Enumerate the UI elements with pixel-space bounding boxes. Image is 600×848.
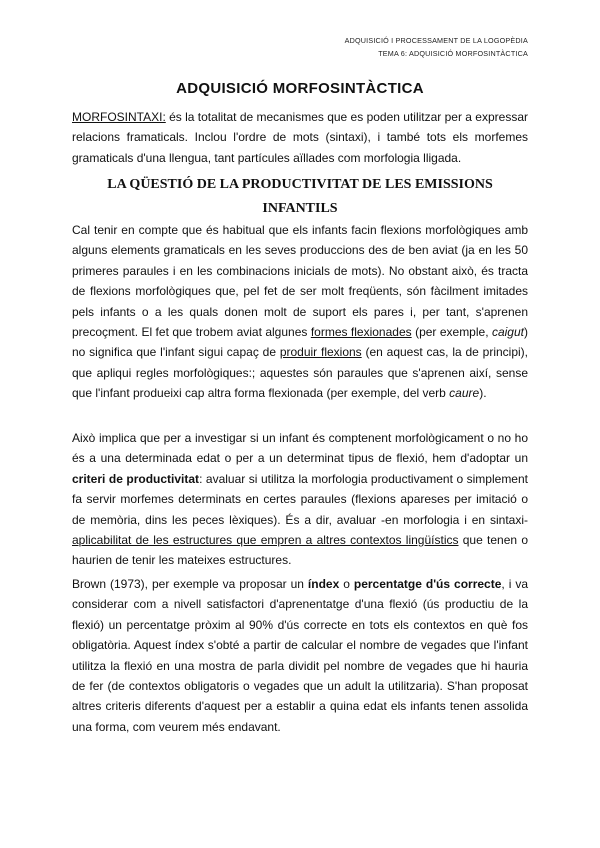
definition-text: és la totalitat de mecanismes que es poden utilitzar per a expressar relacions framaticals. Inclou l'ordre de mots (sintaxi), i també tots els morfemes gramaticals d'una llengua, tant partícules aïllades com morfologia lligada. [72,110,528,165]
running-header-course: ADQUISICIÓ I PROCESSAMENT DE LA LOGOPÈDIA [344,36,528,45]
page-title: ADQUISICIÓ MORFOSINTÀCTICA [176,80,424,97]
underlined-term: produir flexions [279,345,362,360]
text-run: ). [479,386,487,401]
text-run: , i va considerar com a nivell satisfactori d'aprenentatge d'una flexió (ús productiu de la flexió) un percentatge pròxim al 90% d'ús correcte en tots els contextos en què fos obligatòria. Aquest índex s'obté a partir de calcular el nombre de vegades que l'infant utilitza la flexió en una mostra de parla dividit pel nombre de vegades que hi hauria de fer (de contextos obligatoris o vegades que un adult la utilitzaria). S'han proposat altres criteris diferents d'aquest per a establir a quina edat els infants tenen assolida una forma, com veurem més endavant. [72,577,529,734]
paragraph-brown-index [72,574,528,737]
text-run: o [339,577,354,591]
running-header-topic: TEMA 6: ADQUISICIÓ MORFOSINTÀCTICA [378,49,528,58]
bold-term: índex [307,577,340,591]
italic-example: caigut [491,325,524,340]
paragraph-early-flexions [72,220,528,404]
italic-example: caure [449,386,480,401]
text-run: Això implica que per a investigar si un infant és comptenent morfològicament o no ho és a una determinada edat o per a un determinat tipus de flexió, hem d'adoptar un [72,431,528,466]
paragraph-productivity-criterion [72,428,528,571]
text-run: Cal tenir en compte que és habitual que els infants facin flexions morfològiques amb alguns elements gramaticals en les seves produccions des de ben aviat (ja en les 50 primeres paraules i en les combinacions inicials de mots). No obstant això, és tracta de flexions morfològiques que, pel fet de ser molt freqüents, són fàcilment imitades pels infants o a les quals donen molt de suport els pares i, per tant, s'aprenen precoçment. El fet que trobem aviat algunes [72,223,528,340]
underlined-term: formes flexionades [310,325,412,340]
text-run: Brown (1973), per exemple va proposar un [72,577,308,591]
text-run: : avaluar si utilitza la morfologia productivament o simplement fa servir morfemes determinats en certes paraules (flexions apareses per imitació o de memòria, dins les peces lèxiques). És a dir, avaluar -en morfologia i en sintaxi- [72,471,528,527]
text-run: (en aquest cas, la de principi), que apliqui regles morfològiques:; aquestes són paraules que s'aprenen així, sense que l'infant produeixi cap altra forma flexionada (per exemple, del verb [72,345,528,401]
section-title: LA QÜESTIÓ DE LA PRODUCTIVITAT DE LES EMISSIONS INFANTILS [107,177,493,216]
text-run: (per exemple, [411,325,492,340]
text-run: ) no significa que l'infant sigui capaç de [72,325,528,360]
definition-paragraph [72,107,528,168]
text-run: que tenen o haurien de tenir les mateixes estructures. [72,533,528,568]
bold-term: percentatge d'ús correcte [353,577,502,591]
bold-term: criteri de productivitat [72,471,200,486]
underlined-term: aplicabilitat de les estructures que empren a altres contextos lingüístics [72,533,459,548]
definition-term: MORFOSINTAXI: [72,110,166,124]
